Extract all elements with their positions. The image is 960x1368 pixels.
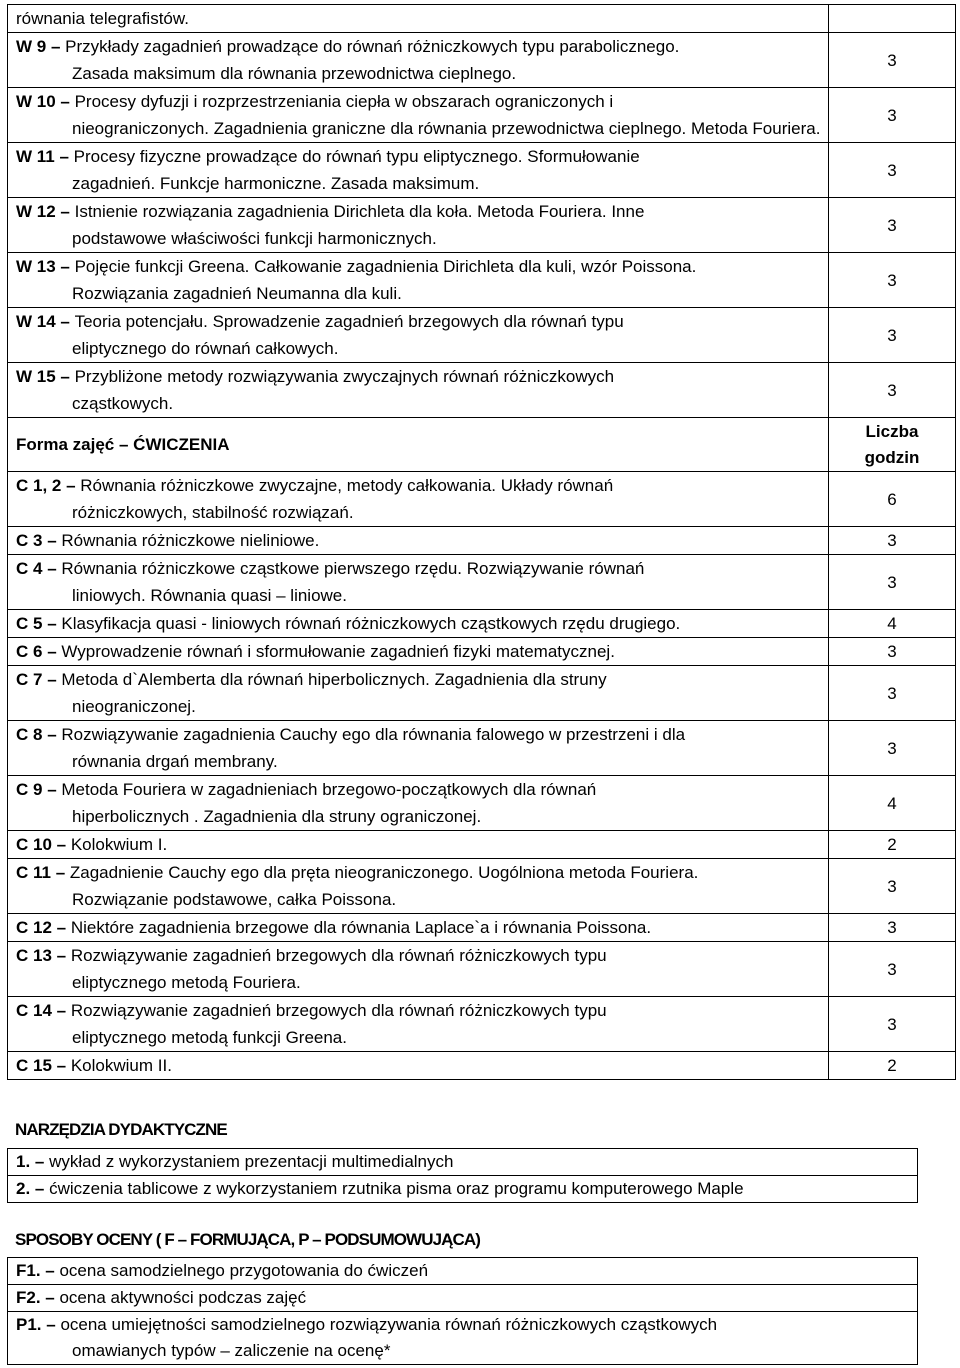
row-dash: – <box>40 1288 60 1307</box>
row-text-line2: hiperbolicznych . Zagadnienia dla struny ograniczonej. <box>72 807 482 826</box>
table-row <box>8 88 956 143</box>
row-dash: – <box>42 559 62 578</box>
row-text-line2: liniowych. Równania quasi – liniowe. <box>72 586 347 605</box>
row-dash: – <box>42 780 62 799</box>
row-dash: – <box>41 1315 61 1334</box>
row-hours-value: 3 <box>887 572 897 592</box>
row-hours <box>829 997 956 1052</box>
row-description <box>8 527 829 555</box>
row-code: W 12 <box>16 202 56 221</box>
row-text-line2: Rozwiązanie podstawowe, całka Poissona. <box>72 890 397 909</box>
row-dash: – <box>51 1001 71 1020</box>
row-hours-value: 3 <box>887 683 897 703</box>
row-text-line1: Kolokwium II. <box>70 1056 172 1075</box>
row-text-line1: Zagadnienie Cauchy ego dla pręta nieograniczonego. Uogólniona metoda Fouriera. <box>69 863 699 882</box>
row-hours-value: 3 <box>887 1014 897 1034</box>
row-dash: – <box>42 670 62 689</box>
row-text-line1: ocena umiejętności samodzielnego rozwiązywania równań różniczkowych cząstkowych <box>60 1315 718 1334</box>
row-code: W 10 <box>16 92 56 111</box>
row-hours-value: 3 <box>887 160 897 180</box>
row-dash: – <box>42 642 62 661</box>
row-text-line2: różniczkowych, stabilność rozwiązań. <box>72 503 354 522</box>
row-description <box>8 363 829 418</box>
row-text-line2: eliptycznego metodą Fouriera. <box>72 973 301 992</box>
row-hours-value: 3 <box>887 50 897 70</box>
row-code: 1. <box>16 1152 31 1171</box>
row-text-line2: równania drgań membrany. <box>72 752 278 771</box>
row-code: P1. <box>16 1315 42 1334</box>
row-code: C 14 <box>16 1001 52 1020</box>
row-hours <box>829 831 956 859</box>
row-description <box>8 1052 829 1080</box>
row-code: C 5 <box>16 614 43 633</box>
row-text-line1: Rozwiązywanie zagadnień brzegowych dla równań różniczkowych typu <box>70 946 607 965</box>
row-description <box>8 143 829 198</box>
row-description <box>8 638 829 666</box>
row-dash: – <box>40 1261 60 1280</box>
row-description <box>8 1285 918 1312</box>
assessment-table <box>7 1257 918 1365</box>
row-dash: – <box>51 946 71 965</box>
row-hours-value: 2 <box>887 1056 897 1075</box>
row-dash: – <box>55 312 75 331</box>
row-dash: – <box>55 202 75 221</box>
row-code: C 12 <box>16 918 52 937</box>
row-text-line2: nieograniczonej. <box>72 697 196 716</box>
row-text-line1: Równania różniczkowe nieliniowe. <box>61 531 320 550</box>
row-text-line1: ocena samodzielnego przygotowania do ćwiczeń <box>59 1261 429 1280</box>
row-dash: – <box>30 1152 50 1171</box>
row-code: F1. <box>16 1261 41 1280</box>
row-code: C 4 <box>16 559 43 578</box>
row-code: W 9 <box>16 37 47 56</box>
row-hours <box>829 721 956 776</box>
row-dash: – <box>55 367 75 386</box>
row-hours <box>829 914 956 942</box>
row-description <box>8 997 829 1052</box>
syllabus-table <box>7 4 956 1080</box>
row-text-line1: Kolokwium I. <box>70 835 168 854</box>
row-dash: – <box>42 531 62 550</box>
table-row <box>8 143 956 198</box>
table-row <box>8 666 956 721</box>
row-text-line1: wykład z wykorzystaniem prezentacji multimedialnych <box>49 1152 454 1171</box>
row-hours <box>829 198 956 253</box>
row-text-line1: Przykłady zagadnień prowadzące do równań różniczkowych typu parabolicznego. <box>65 37 680 56</box>
row-dash: – <box>42 725 62 744</box>
row-hours <box>829 942 956 997</box>
row-description <box>8 5 829 33</box>
row-code: W 15 <box>16 367 56 386</box>
row-description <box>8 88 829 143</box>
row-hours <box>829 363 956 418</box>
row-description <box>8 1149 918 1176</box>
row-hours-value: 3 <box>887 215 897 235</box>
row-code: C 6 <box>16 642 43 661</box>
row-dash: – <box>30 1179 50 1198</box>
row-description <box>8 942 829 997</box>
exercises-header-row <box>8 418 956 472</box>
row-hours-value: 6 <box>887 489 897 509</box>
table-row <box>8 776 956 831</box>
row-text-line1: równania telegrafistów. <box>16 9 189 28</box>
row-code: C 10 <box>16 835 52 854</box>
row-code: C 11 <box>16 863 51 882</box>
row-description <box>8 198 829 253</box>
row-hours-value: 3 <box>887 642 897 661</box>
table-row <box>8 1258 918 1285</box>
row-hours-value: 3 <box>887 876 897 896</box>
table-row <box>8 1312 918 1365</box>
row-dash: – <box>55 257 75 276</box>
exercises-title: Forma zajęć – ĆWICZENIA <box>16 435 230 454</box>
row-hours-value: 4 <box>887 793 897 813</box>
row-hours-value: 3 <box>887 270 897 290</box>
row-dash: – <box>42 614 62 633</box>
row-code: C 13 <box>16 946 52 965</box>
row-hours <box>829 666 956 721</box>
row-text-line2: nieograniczonych. Zagadnienia graniczne dla równania przewodnictwa cieplnego. Metoda Fouriera. <box>72 119 821 138</box>
row-description <box>8 1258 918 1285</box>
row-code: C 1, 2 <box>16 476 62 495</box>
row-description <box>8 831 829 859</box>
table-row <box>8 1176 918 1203</box>
row-hours <box>829 33 956 88</box>
row-hours <box>829 859 956 914</box>
hours-header <box>829 418 956 472</box>
row-text-line1: Procesy fizyczne prowadzące do równań typu eliptycznego. Sformułowanie <box>73 147 640 166</box>
row-hours-value: 3 <box>887 105 897 125</box>
row-text-line2: Rozwiązania zagadnień Neumanna dla kuli. <box>72 284 402 303</box>
row-description <box>8 776 829 831</box>
row-text-line1: Przybliżone metody rozwiązywania zwyczajnych równań różniczkowych <box>74 367 615 386</box>
row-dash: – <box>50 863 70 882</box>
row-code: 2. <box>16 1179 31 1198</box>
table-row <box>8 5 956 33</box>
table-row <box>8 914 956 942</box>
table-row <box>8 942 956 997</box>
row-hours-value: 3 <box>887 531 897 550</box>
table-row <box>8 610 956 638</box>
table-row <box>8 721 956 776</box>
row-text-line1: Wyprowadzenie równań i sformułowanie zagadnień fizyki matematycznej. <box>61 642 615 661</box>
row-code: F2. <box>16 1288 41 1307</box>
table-row <box>8 555 956 610</box>
row-hours-value: 2 <box>887 835 897 854</box>
row-dash: – <box>55 92 75 111</box>
row-code: C 7 <box>16 670 43 689</box>
row-text-line1: Procesy dyfuzji i rozprzestrzeniania ciepła w obszarach ograniczonych i <box>74 92 614 111</box>
table-row <box>8 363 956 418</box>
row-dash: – <box>51 918 71 937</box>
lectures-body <box>8 5 956 418</box>
row-code: C 3 <box>16 531 43 550</box>
row-code: W 11 <box>16 147 55 166</box>
row-hours <box>829 527 956 555</box>
row-description <box>8 1176 918 1203</box>
row-text-line1: Teoria potencjału. Sprowadzenie zagadnień brzegowych dla równań typu <box>74 312 624 331</box>
row-text-line1: Rozwiązywanie zagadnienia Cauchy ego dla równania falowego w przestrzeni i dla <box>61 725 686 744</box>
row-hours <box>829 143 956 198</box>
row-text-line2: Zasada maksimum dla równania przewodnictwa cieplnego. <box>72 64 517 83</box>
row-dash: – <box>61 476 81 495</box>
table-row <box>8 472 956 527</box>
table-row <box>8 638 956 666</box>
row-text-line1: Równania różniczkowe cząstkowe pierwszego rzędu. Rozwiązywanie równań <box>61 559 645 578</box>
row-description <box>8 253 829 308</box>
row-text-line2: eliptycznego metodą funkcji Greena. <box>72 1028 347 1047</box>
row-hours <box>829 253 956 308</box>
exercises-header-title <box>8 418 829 472</box>
row-text-line1: Rozwiązywanie zagadnień brzegowych dla równań różniczkowych typu <box>70 1001 607 1020</box>
row-dash: – <box>54 147 74 166</box>
row-description <box>8 33 829 88</box>
row-text-line1: Metoda Fouriera w zagadnieniach brzegowo-początkowych dla równań <box>61 780 597 799</box>
row-text-line2: cząstkowych. <box>72 394 174 413</box>
row-hours-value: 3 <box>887 325 897 345</box>
row-code: C 8 <box>16 725 43 744</box>
row-code: C 15 <box>16 1056 52 1075</box>
table-row <box>8 33 956 88</box>
row-text-line2: zagadnień. Funkcje harmoniczne. Zasada maksimum. <box>72 174 480 193</box>
row-text-line1: ćwiczenia tablicowe z wykorzystaniem rzutnika pisma oraz programu komputerowego Maple <box>49 1179 744 1198</box>
row-text-line1: Niektóre zagadnienia brzegowe dla równania Laplace`a i równania Poissona. <box>70 918 652 937</box>
exercises-body <box>8 418 956 1080</box>
table-row <box>8 527 956 555</box>
row-hours-value: 3 <box>887 738 897 758</box>
row-hours <box>829 5 956 33</box>
row-hours-value: 3 <box>887 959 897 979</box>
row-hours-value: 3 <box>887 380 897 400</box>
row-hours <box>829 610 956 638</box>
row-dash: – <box>46 37 66 56</box>
table-row <box>8 253 956 308</box>
row-hours <box>829 638 956 666</box>
row-hours <box>829 1052 956 1080</box>
row-description <box>8 1312 918 1365</box>
row-hours-value: 4 <box>887 614 897 633</box>
row-description <box>8 666 829 721</box>
row-text-line1: Metoda d`Alemberta dla równań hiperbolicznych. Zagadnienia dla struny <box>61 670 607 689</box>
row-text-line1: Istnienie rozwiązania zagadnienia Dirichleta dla koła. Metoda Fouriera. Inne <box>74 202 645 221</box>
row-code: C 9 <box>16 780 43 799</box>
row-text-line2: podstawowe właściwości funkcji harmonicznych. <box>72 229 437 248</box>
tools-title: NARZĘDZIA DYDAKTYCZNE <box>15 1120 227 1139</box>
row-description <box>8 721 829 776</box>
row-description <box>8 610 829 638</box>
row-text-line1: Równania różniczkowe zwyczajne, metody całkowania. Układy równań <box>80 476 614 495</box>
table-row <box>8 1149 918 1176</box>
table-row <box>8 1052 956 1080</box>
row-description <box>8 555 829 610</box>
row-description <box>8 472 829 527</box>
row-hours <box>829 472 956 527</box>
row-text-line1: Klasyfikacja quasi - liniowych równań różniczkowych cząstkowych rzędu drugiego. <box>61 614 681 633</box>
row-description <box>8 859 829 914</box>
row-hours-value: 3 <box>887 918 897 937</box>
tools-table <box>7 1148 918 1203</box>
row-dash: – <box>51 835 71 854</box>
assessment-title: SPOSOBY OCENY ( F – FORMUJĄCA, P – PODSUMOWUJĄCA) <box>15 1230 481 1249</box>
table-row <box>8 997 956 1052</box>
hours-label-2: godzin <box>864 447 920 467</box>
row-code: W 14 <box>16 312 56 331</box>
row-hours <box>829 555 956 610</box>
row-text-line1: Pojęcie funkcji Greena. Całkowanie zagadnienia Dirichleta dla kuli, wzór Poissona. <box>74 257 697 276</box>
row-code: W 13 <box>16 257 56 276</box>
row-hours <box>829 88 956 143</box>
table-row <box>8 198 956 253</box>
row-text-line2: eliptycznego do równań całkowych. <box>72 339 339 358</box>
table-row <box>8 308 956 363</box>
row-dash: – <box>51 1056 71 1075</box>
row-description <box>8 914 829 942</box>
row-text-line1: ocena aktywności podczas zajęć <box>59 1288 307 1307</box>
table-row <box>8 831 956 859</box>
row-hours <box>829 308 956 363</box>
hours-label-1: Liczba <box>865 421 919 441</box>
table-row <box>8 1285 918 1312</box>
table-row <box>8 859 956 914</box>
row-description <box>8 308 829 363</box>
row-text-line2: omawianych typów – zaliczenie na ocenę* <box>72 1341 391 1360</box>
row-hours <box>829 776 956 831</box>
